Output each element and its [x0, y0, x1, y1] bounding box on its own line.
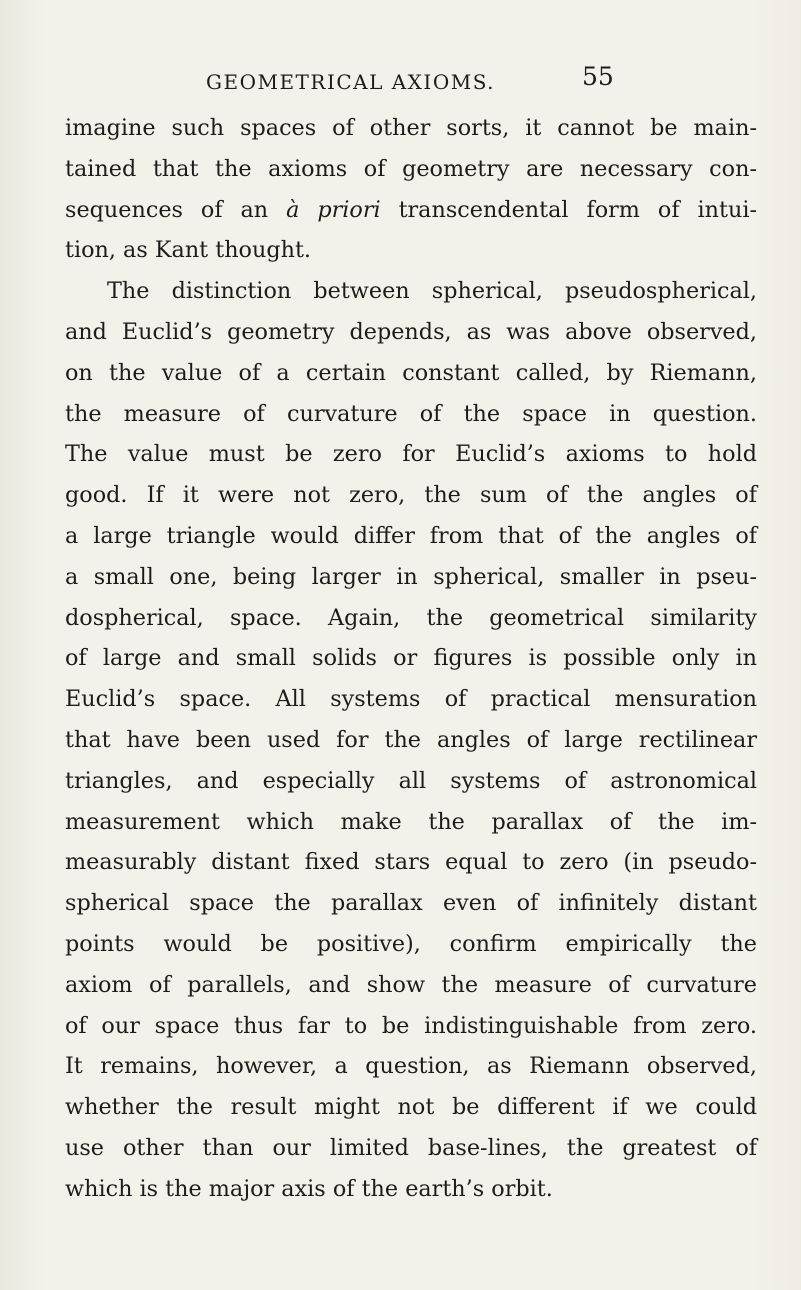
text-line: that have been used for the angles of large rectilinear [65, 726, 757, 753]
text-line: imagine such spaces of other sorts, it cannot be main- [65, 115, 757, 141]
text-line: The value must be zero for Euclid’s axioms to hold [65, 441, 757, 468]
text-line: which is the major axis of the earth’s orbit. [65, 1175, 553, 1202]
text-line: Euclid’s space. All systems of practical mensuration [65, 686, 757, 713]
text-line: a large triangle would differ from that of the angles of [65, 522, 757, 549]
text-line: use other than our limited base-lines, the greatest of [65, 1134, 757, 1161]
text-line: triangles, and especially all systems of astronomical [65, 767, 757, 794]
paragraph-2 [65, 271, 757, 1209]
text-line: and Euclid’s geometry depends, as was above observed, [65, 318, 757, 345]
text-line: of large and small solids or figures is possible only in [65, 645, 757, 672]
text-line: good. If it were not zero, the sum of the angles of [65, 482, 757, 509]
text-line: measurably distant fixed stars equal to zero (in pseudo- [65, 849, 757, 876]
text-line: axiom of parallels, and show the measure of curvature [65, 971, 757, 998]
text-line: the measure of curvature of the space in question. [65, 400, 757, 427]
text-line: whether the result might not be different if we could [65, 1094, 757, 1121]
text-line: measurement which make the parallax of the im- [65, 808, 757, 835]
running-head: GEOMETRICAL AXIOMS. [206, 70, 496, 94]
text-line: points would be positive), confirm empirically the [65, 930, 757, 957]
text-line: of our space thus far to be indistinguishable from zero. [65, 1012, 757, 1039]
body-text [65, 108, 757, 1210]
text-line: tained that the axioms of geometry are necessary con- [65, 155, 757, 182]
text-line: It remains, however, a question, as Riemann observed, [65, 1053, 757, 1080]
text-line: a small one, being larger in spherical, smaller in pseu- [65, 563, 757, 590]
italic-phrase: à priori [286, 196, 381, 223]
text-line: on the value of a certain constant called, by Riemann, [65, 359, 757, 386]
text-line: The distinction between spherical, pseudospherical, [107, 278, 757, 305]
page-number: 55 [582, 62, 614, 91]
text-line: spherical space the parallax even of infinitely distant [65, 890, 757, 917]
text-line: sequences of an à priori transcendental form of intui- [65, 196, 757, 223]
text-line: tion, as Kant thought. [65, 237, 312, 264]
text-line: dospherical, space. Again, the geometrical similarity [65, 604, 757, 631]
paragraph-1 [65, 108, 757, 271]
